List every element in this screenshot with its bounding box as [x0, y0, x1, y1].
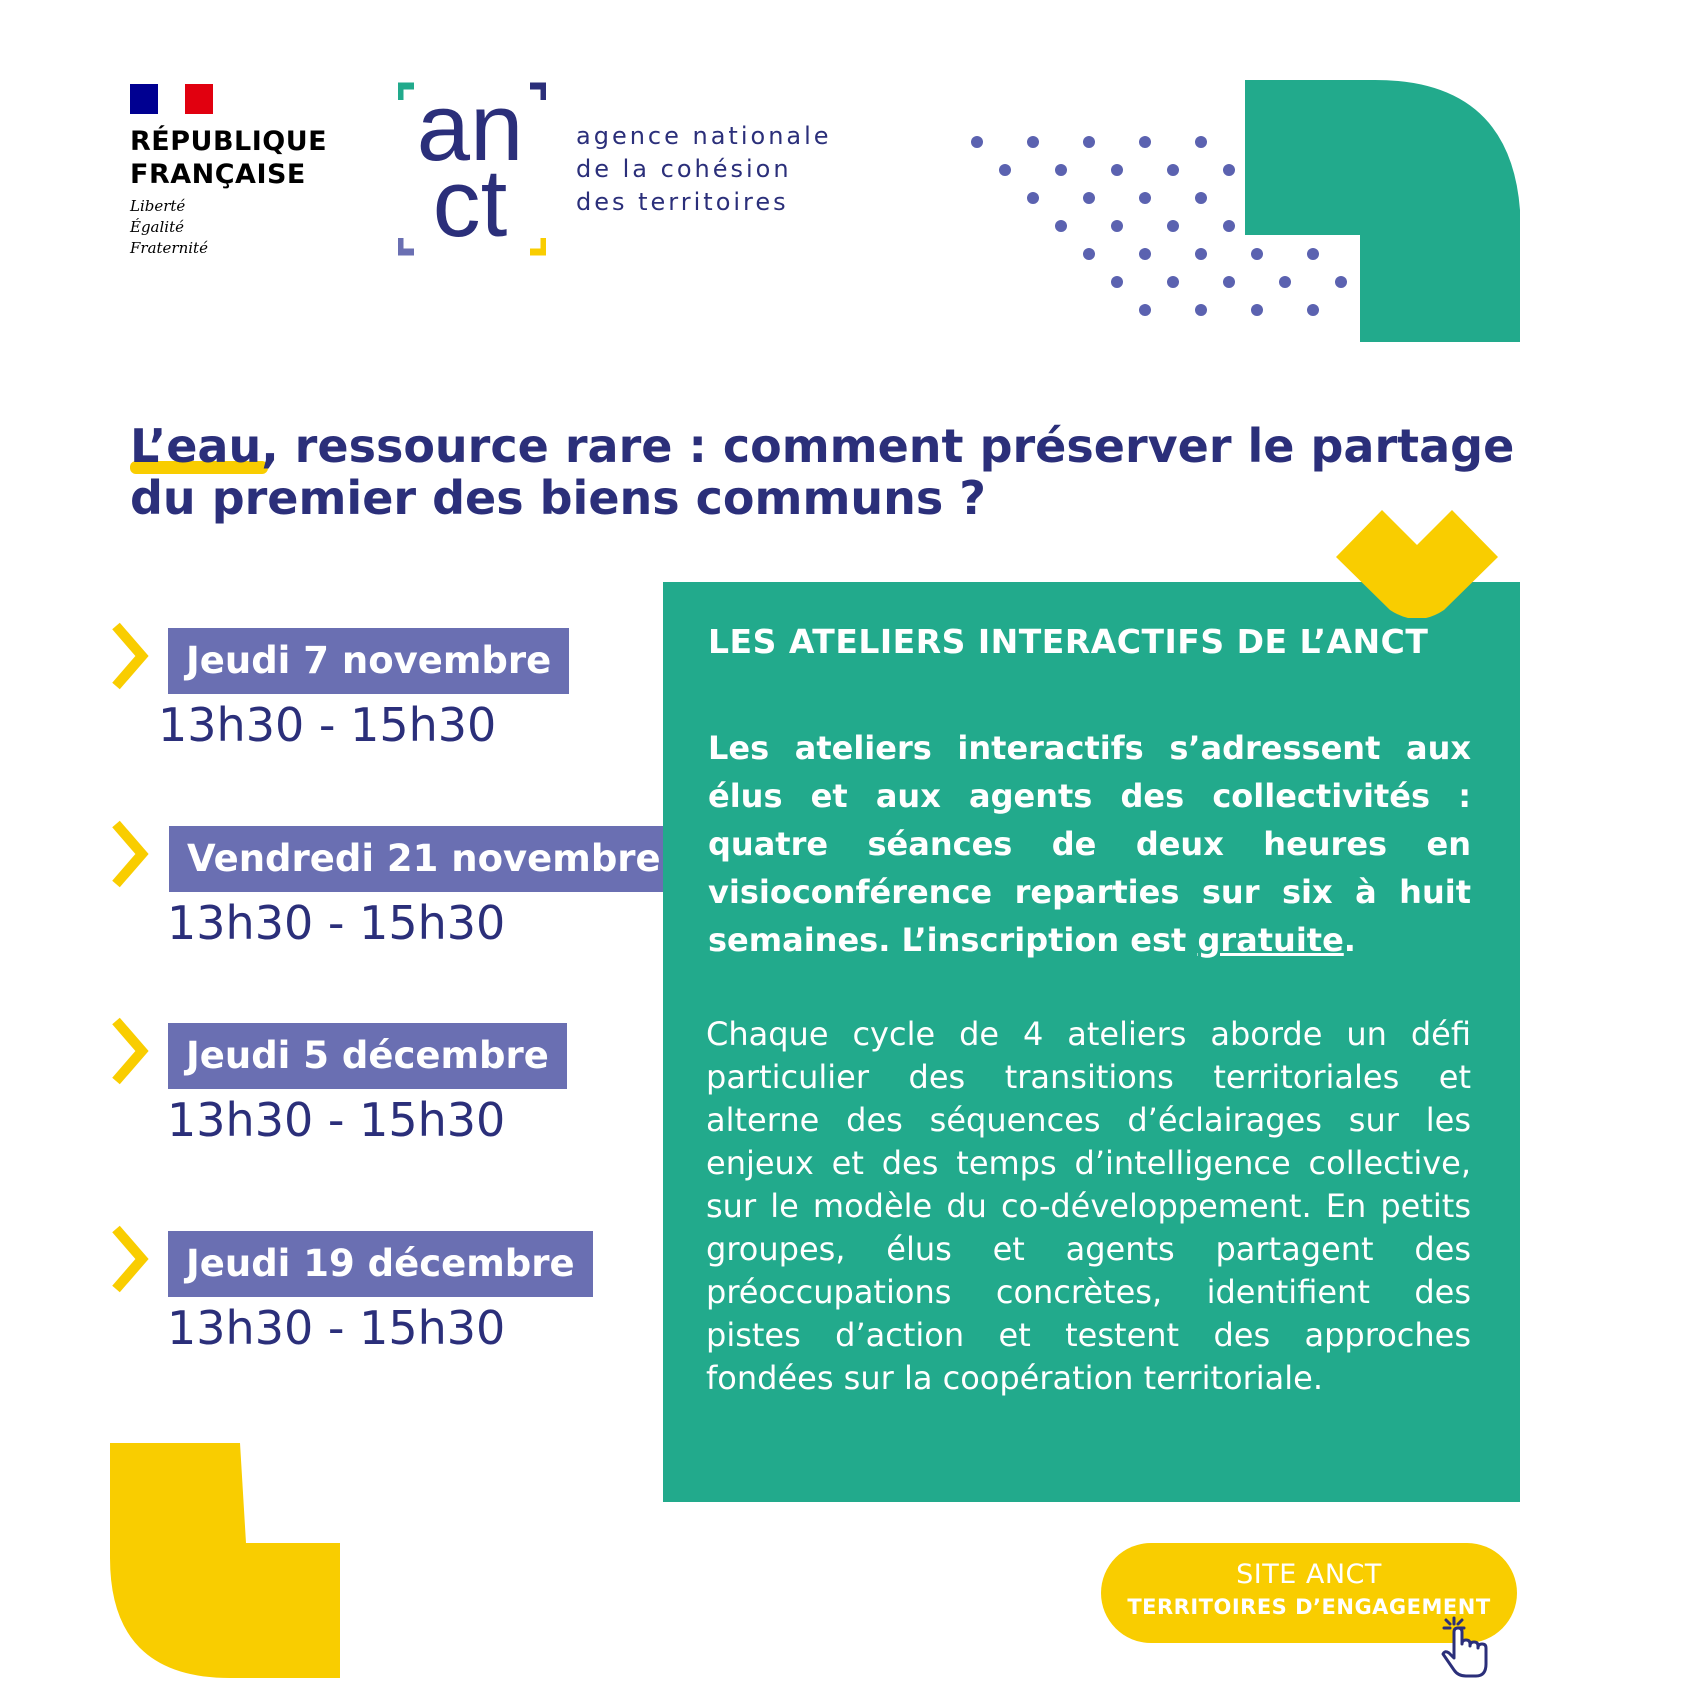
decorative-yellow-shape — [110, 1443, 340, 1678]
chevron-right-icon — [110, 1223, 150, 1295]
decorative-green-shape — [1245, 80, 1520, 342]
chevron-right-icon — [110, 818, 150, 890]
info-description-paragraph: Chaque cycle de 4 ateliers aborde un défi particulier des transitions territoriales et alterne des séquences d’éclairages sur les enjeux et des temps d’intelligence collective, sur le modèle du co-développement. En petits groupes, élus et agents partagent des préoccupations concrètes, identifient des pistes d’action et testent des approches fondées sur la coopération territoriale. — [706, 1015, 1471, 1397]
anct-tagline — [576, 120, 832, 219]
republique-francaise-title — [130, 125, 327, 191]
session-time: 13h30 - 15h30 — [158, 698, 497, 752]
motto-liberte: Liberté — [130, 197, 186, 215]
anct-logo-line1: an — [416, 82, 524, 181]
motto-egalite: Égalité — [130, 218, 184, 236]
session-date: Vendredi 21 novembre — [169, 826, 679, 892]
page-title — [130, 420, 1530, 524]
gratuite-link[interactable]: gratuite — [1197, 921, 1344, 959]
session-date: Jeudi 19 décembre — [168, 1231, 593, 1297]
title-line2: du premier des biens communs ? — [130, 471, 986, 525]
republique-motto — [130, 196, 208, 259]
motto-fraternite: Fraternité — [130, 239, 208, 257]
tagline-line2: de la cohésion — [576, 155, 792, 183]
tagline-line3: des territoires — [576, 188, 789, 216]
pointer-hand-icon — [1440, 1614, 1496, 1680]
cta-line2: TERRITOIRES D’ENGAGEMENT — [1127, 1595, 1491, 1619]
session-time: 13h30 - 15h30 — [167, 1093, 506, 1147]
info-intro-end: . — [1343, 921, 1356, 959]
info-intro-paragraph — [708, 724, 1471, 964]
republique-line2: FRANÇAISE — [130, 159, 306, 190]
tagline-line1: agence nationale — [576, 122, 832, 150]
chevron-right-icon — [110, 620, 150, 692]
session-date: Jeudi 7 novembre — [168, 628, 569, 694]
decorative-yellow-chevron — [1336, 510, 1498, 618]
cta-line1: SITE ANCT — [1236, 1559, 1382, 1590]
anct-logo — [398, 82, 546, 256]
info-intro-text: Les ateliers interactifs s’adressent aux élus et aux agents des collectivités : quatre séances de deux heures en visioconférence reparties sur six à huit semaines. L’inscription est — [708, 729, 1471, 959]
title-line1: L’eau, ressource rare : comment préserver le partage — [130, 419, 1515, 473]
session-time: 13h30 - 15h30 — [167, 896, 506, 950]
chevron-right-icon — [110, 1015, 150, 1087]
info-heading: LES ATELIERS INTERACTIFS DE L’ANCT — [708, 622, 1429, 661]
session-time: 13h30 - 15h30 — [167, 1301, 506, 1355]
republique-line1: RÉPUBLIQUE — [130, 126, 328, 157]
session-date: Jeudi 5 décembre — [168, 1023, 567, 1089]
french-flag-logo — [130, 84, 213, 114]
anct-logo-line2: ct — [432, 150, 508, 256]
